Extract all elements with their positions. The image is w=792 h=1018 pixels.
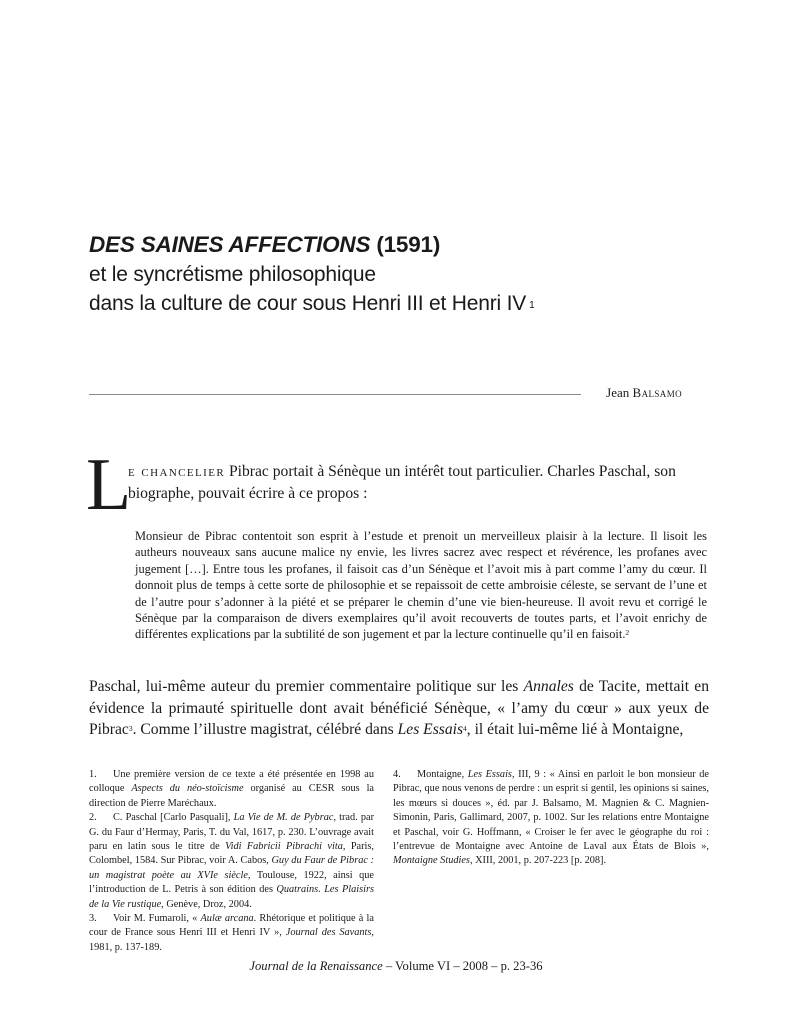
footnote-2-text-b: , trad. par G. du Faur d’Hermay, Paris, T. du Val, 1617, p. 230. L’ouvrage avait paru en latin sous le titre de (89, 812, 375, 853)
body-footnote-ref-4: 4 (463, 724, 467, 734)
body-paragraph (89, 676, 709, 741)
author-rule (89, 394, 581, 395)
quote-footnote-ref: 2 (625, 628, 630, 638)
author-first-name: Jean (606, 385, 630, 400)
footer-details: – Volume VI – 2008 – p. 23-36 (382, 959, 543, 973)
footnote-4-italic-2: Montaigne Studies (393, 855, 470, 867)
intro-smallcaps: e chancelier (128, 463, 226, 480)
footnote-4-text-c: , XIII, 2001, p. 207-223 [p. 208]. (469, 855, 607, 867)
footnote-2-italic-3: Guy du Faur de Pibrac : un magistrat poète au XVIe siècle (89, 855, 375, 881)
body-annales: Annales (523, 678, 574, 695)
footnote-4-text-b: , III, 9 : « Ainsi en parloit le bon monsieur de Pibrac, que nous venons de perdre : un esprit si gentil, les opinions si saines, les mœurs si douces », éd. par J. Balsamo, M. Magnien & C. Magnien-Simonin, Paris, Gallimard, 2007, p. 1002. Sur les relations entre Montaigne et Paschal, voir G. Hoffmann, « Croiser le fer avec le géographe du roi : l’entrevue de Montaigne avec Antoine de Laval aux États de Blois », (393, 769, 710, 853)
footnote-1-text-a: Une première version de ce texte a été présentée en 1998 au colloque (89, 769, 374, 795)
author-last-name: Balsamo (632, 385, 682, 400)
intro-line-1 (128, 461, 708, 483)
footnote-2-italic-2: Vidi Fabricii Pibrachi vita (225, 841, 343, 853)
body-text-a: Paschal, lui-même auteur du premier commentaire politique sur les (89, 678, 524, 695)
body-footnote-ref-3: 3 (128, 724, 133, 734)
footnote-2-text-e: , Genève, Droz, 2004. (161, 898, 252, 910)
footnote-4-italic-1: Les Essais (467, 769, 512, 780)
footnote-2-text-c: , Paris, Colombel, 1584. Sur Pibrac, voir A. Cabos, (89, 841, 374, 867)
drop-cap: L (86, 444, 132, 526)
footnote-3 (89, 912, 374, 955)
footer-journal: Journal de la Renaissance (249, 959, 383, 973)
footnote-2-text-a: C. Paschal [Carlo Pasquali], (113, 812, 234, 824)
body-text-b: de Tacite, mettait en évidence la primauté spirituelle dont avait bénéficié Sénèque, « l’amy du cœur » aux yeux de Pibrac (89, 678, 709, 739)
footnote-3-italic-1: Aulæ arcana (200, 913, 254, 925)
footnote-2-italic-4: Quatrains. Les Plaisirs de la Vie rustique (89, 884, 374, 910)
title-year: (1591) (376, 232, 441, 257)
footnote-1-italic: Aspects du néo-stoïcisme (131, 783, 244, 795)
title-italic-work: DES SAINES AFFECTIONS (89, 232, 371, 257)
footnote-3-text-a: Voir M. Fumaroli, « (113, 913, 201, 925)
intro-line-2: biographe, pouvait écrire à ce propos : (128, 485, 368, 502)
footnote-1-text-b: organisé au CESR sous la direction de Pierre Maréchaux. (89, 783, 375, 809)
title-line-3 (89, 289, 709, 318)
footnote-3-italic-2: Journal des Savants (285, 927, 372, 939)
title-line-1 (89, 230, 709, 260)
footnote-2-italic-1: La Vie de M. de Pybrac (233, 812, 334, 824)
intro-paragraph (128, 461, 708, 505)
footnotes-left-column (89, 768, 374, 955)
article-title (89, 230, 709, 318)
footnote-2-number: 2. (89, 812, 97, 824)
title-line-3-text: dans la culture de cour sous Henri III et Henri IV (89, 292, 527, 315)
author-name (606, 385, 682, 401)
footnote-4 (393, 768, 709, 869)
footnote-3-number: 3. (89, 913, 97, 925)
footnote-1-number: 1. (89, 769, 97, 780)
title-footnote-ref: 1 (529, 300, 535, 311)
footnotes-right-column (393, 768, 709, 869)
title-line-2: et le syncrétisme philosophique (89, 263, 376, 286)
body-text-c: . Comme l’illustre magistrat, célébré dans (132, 721, 398, 739)
footnote-4-text-a: Montaigne, (417, 769, 468, 780)
footnote-1 (89, 768, 374, 811)
footnote-3-text-c: , 1981, p. 137-189. (89, 927, 374, 953)
body-essais: Les Essais (397, 721, 464, 739)
block-quote (135, 528, 707, 643)
intro-line-1-rest: Pibrac portait à Sénèque un intérêt tout particulier. Charles Paschal, son (225, 463, 676, 480)
footnote-2 (89, 811, 374, 912)
footnote-3-text-b: . Rhétorique et politique à la cour de France sous Henri III et Henri IV », (89, 913, 374, 939)
quote-text: Monsieur de Pibrac contentoit son esprit à l’estude et prenoit un merveilleux plaisir à la lecture. Il lisoit les autheurs nouveaux sans aucune malice ny envie, les livres sacrez avec respect et révérence, les profanes avec jugement […]. Entre tous les profanes, il faisoit cas d’un Sénèque et l’avoit mis à part comme l’amy du cœur. Il donnoit plus de temps à cette sorte de philosophie et se repaissoit de cette ambroisie céleste, se servant de l’une et de l’autre pour s’adonner à la piété et se préparer le chemin d’une vie bien-heureuse. Il avoit revu et corrigé le Sénèque par la comparaison de divers exemplaires qu’il avoit recouverts de toutes parts, et l’avoit enrichy de différentes explications par la subtilité de son jugement et par la lecture continuelle qu’il en faisoit. (135, 529, 707, 642)
body-text-d: , il était lui-même lié à Montaigne, (466, 721, 684, 739)
footnote-4-number: 4. (393, 769, 401, 780)
page-footer (0, 959, 792, 974)
footnote-2-text-d: , Toulouse, 1922, ainsi que l’introduction de L. Petris à son édition des (89, 869, 374, 896)
